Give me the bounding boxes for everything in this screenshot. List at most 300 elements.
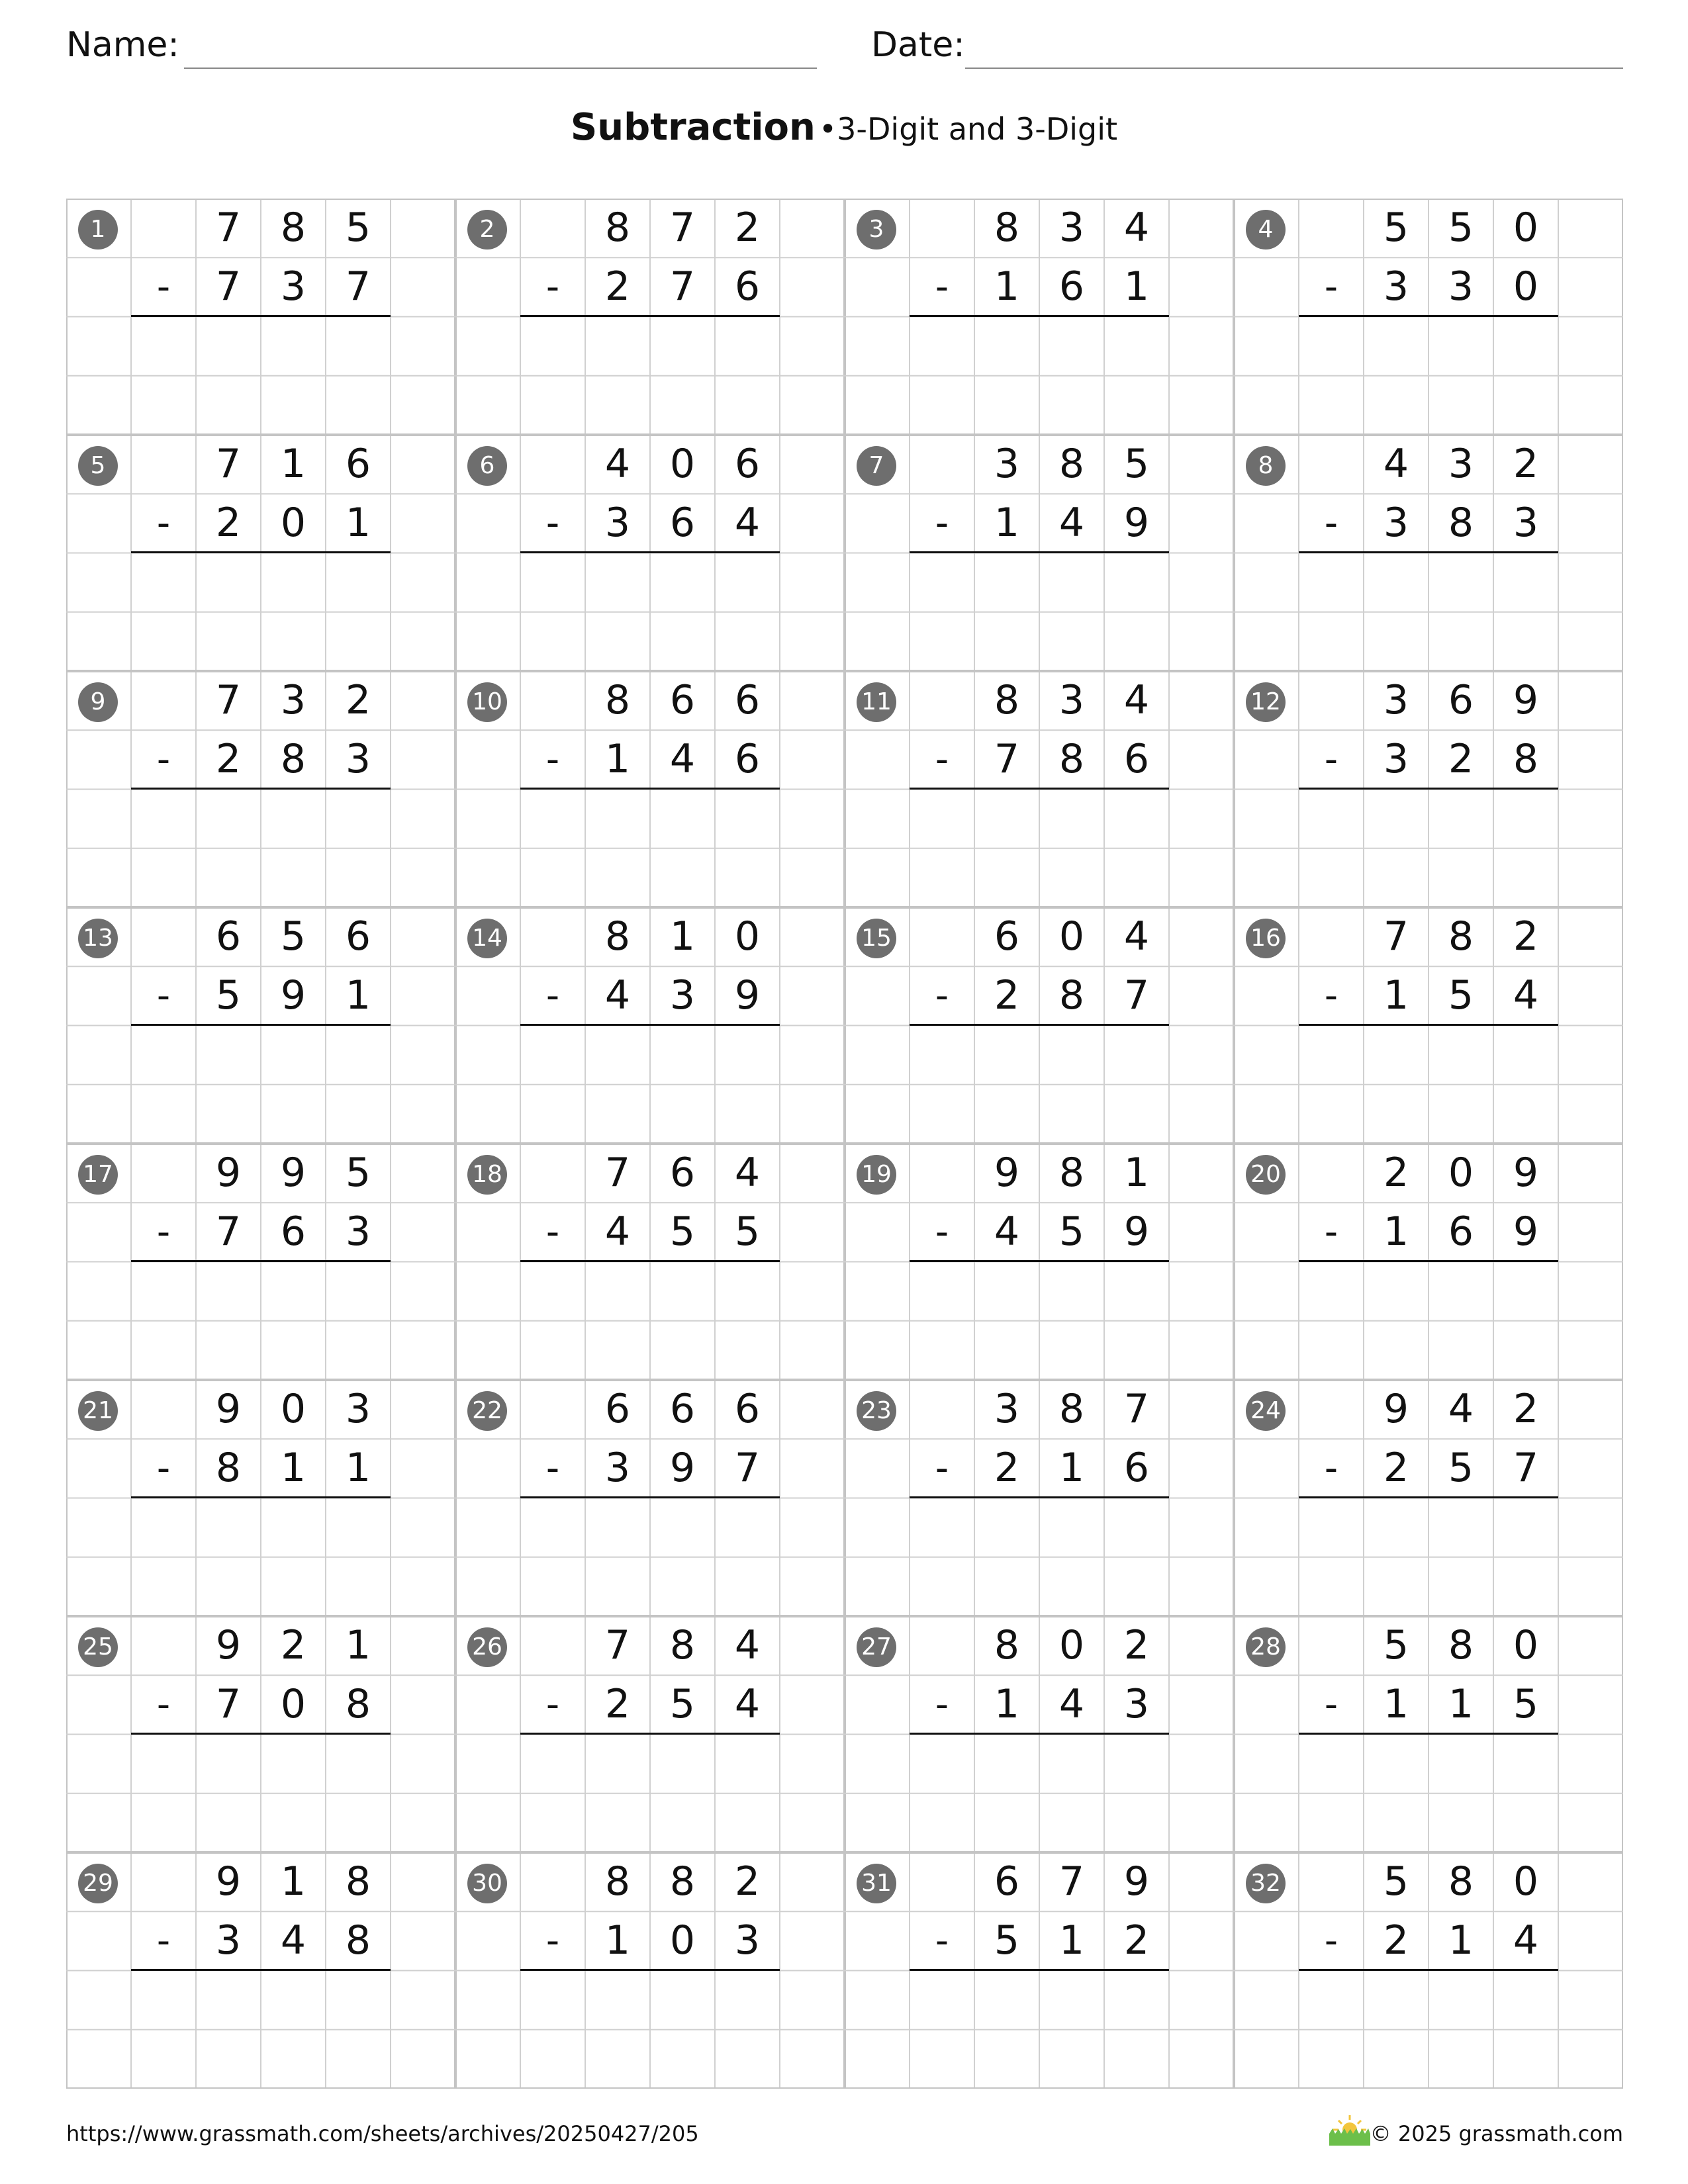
minus-sign: - — [1324, 265, 1338, 309]
minuend-digit: 2 — [1123, 1622, 1150, 1668]
problem-number-badge: 17 — [78, 1155, 118, 1195]
problem-number-badge: 21 — [78, 1391, 118, 1431]
minuend-digit: 9 — [1513, 1150, 1539, 1196]
grass-sun-logo-icon — [1329, 2113, 1370, 2146]
subtrahend-digit: 2 — [1383, 1445, 1409, 1492]
subtrahend-digit: 6 — [734, 736, 761, 783]
minuend-digit: 3 — [345, 1386, 371, 1432]
minuend-digit: 3 — [1383, 677, 1409, 723]
subtrahend-digit: 9 — [734, 972, 761, 1019]
problem-number-badge: 1 — [78, 210, 118, 250]
problem-block — [66, 199, 455, 435]
minuend-digit: 4 — [1383, 441, 1409, 487]
subtrahend-digit: 4 — [280, 1917, 306, 1964]
subtrahend-digit: 9 — [669, 1445, 696, 1492]
minuend-digit: 5 — [1448, 205, 1474, 251]
minus-sign: - — [545, 502, 560, 545]
minuend-digit: 6 — [994, 913, 1020, 960]
subtrahend-digit: 4 — [604, 1208, 631, 1255]
minuend-digit: 9 — [1123, 1858, 1150, 1905]
minuend-digit: 6 — [1448, 677, 1474, 723]
subtrahend-digit: 0 — [280, 1681, 306, 1728]
problem-number-badge: 29 — [78, 1864, 118, 1903]
problem-block — [1234, 671, 1623, 907]
minuend-digit: 0 — [1513, 1858, 1539, 1905]
minuend-digit: 9 — [994, 1150, 1020, 1196]
minuend-digit: 6 — [669, 1150, 696, 1196]
answer-area[interactable] — [520, 1026, 780, 1142]
date-label: Date: — [871, 25, 965, 65]
subtrahend-digit: 8 — [280, 736, 306, 783]
minuend-digit: 4 — [734, 1622, 761, 1668]
minuend-digit: 7 — [215, 441, 242, 487]
minuend-digit: 5 — [1123, 441, 1150, 487]
problem-block — [455, 435, 845, 671]
subtrahend-digit: 1 — [1448, 1681, 1474, 1728]
answer-area[interactable] — [520, 1262, 780, 1378]
subtrahend-digit: 5 — [669, 1681, 696, 1728]
problem-block — [455, 1144, 845, 1380]
minuend-digit: 7 — [215, 677, 242, 723]
problem-number-badge: 32 — [1246, 1864, 1286, 1903]
problem-number-badge: 28 — [1246, 1627, 1286, 1667]
answer-area[interactable] — [910, 1498, 1169, 1614]
minuend-digit: 1 — [345, 1622, 371, 1668]
minus-sign: - — [1324, 502, 1338, 545]
minuend-digit: 9 — [215, 1150, 242, 1196]
problem-number-badge: 5 — [78, 446, 118, 486]
minuend-digit: 2 — [734, 205, 761, 251]
minus-sign: - — [545, 1919, 560, 1963]
subtrahend-digit: 8 — [1513, 736, 1539, 783]
minuend-digit: 4 — [734, 1150, 761, 1196]
minuend-digit: 3 — [1058, 205, 1085, 251]
minuend-digit: 8 — [994, 205, 1020, 251]
minuend-digit: 6 — [345, 913, 371, 960]
subtrahend-digit: 4 — [1058, 500, 1085, 547]
problem-block — [455, 1616, 845, 1852]
subtrahend-digit: 6 — [669, 500, 696, 547]
minuend-digit: 6 — [734, 1386, 761, 1432]
minuend-digit: 5 — [345, 1150, 371, 1196]
subtrahend-digit: 5 — [1448, 1445, 1474, 1492]
subtrahend-digit: 1 — [1383, 972, 1409, 1019]
title-bullet: • — [818, 111, 837, 147]
answer-area[interactable] — [520, 790, 780, 905]
subtrahend-digit: 9 — [1513, 1208, 1539, 1255]
problem-block — [845, 1380, 1234, 1616]
subtrahend-digit: 8 — [1448, 500, 1474, 547]
answer-area[interactable] — [1299, 1971, 1558, 2087]
answer-area[interactable] — [910, 317, 1169, 433]
subtrahend-digit: 5 — [1448, 972, 1474, 1019]
minuend-digit: 9 — [1513, 677, 1539, 723]
subtrahend-digit: 1 — [1448, 1917, 1474, 1964]
minuend-digit: 0 — [1448, 1150, 1474, 1196]
answer-area[interactable] — [910, 790, 1169, 905]
minus-sign: - — [545, 1447, 560, 1490]
subtrahend-digit: 3 — [1123, 1681, 1150, 1728]
problem-block — [845, 671, 1234, 907]
subtrahend-digit: 5 — [994, 1917, 1020, 1964]
minus-sign: - — [545, 974, 560, 1018]
footer-copyright: © 2025 grassmath.com — [1370, 2121, 1623, 2146]
minuend-digit: 8 — [994, 1622, 1020, 1668]
subtrahend-digit: 6 — [1448, 1208, 1474, 1255]
problem-number-badge: 25 — [78, 1627, 118, 1667]
subtrahend-digit: 6 — [734, 263, 761, 310]
subtrahend-digit: 8 — [215, 1445, 242, 1492]
subtrahend-digit: 7 — [345, 263, 371, 310]
subtrahend-digit: 7 — [994, 736, 1020, 783]
problem-block — [66, 1852, 455, 2089]
problem-block — [66, 907, 455, 1144]
minuend-digit: 9 — [1383, 1386, 1409, 1432]
problem-number-badge: 20 — [1246, 1155, 1286, 1195]
subtrahend-digit: 3 — [669, 972, 696, 1019]
minus-sign: - — [935, 265, 949, 309]
problem-number-badge: 23 — [857, 1391, 896, 1431]
problem-number-badge: 15 — [857, 919, 896, 958]
minuend-digit: 6 — [994, 1858, 1020, 1905]
subtrahend-digit: 4 — [1513, 972, 1539, 1019]
subtrahend-digit: 9 — [1123, 500, 1150, 547]
answer-area[interactable] — [131, 1262, 391, 1378]
minus-sign: - — [935, 1447, 949, 1490]
subtrahend-digit: 2 — [1123, 1917, 1150, 1964]
minus-sign: - — [156, 1919, 171, 1963]
minuend-digit: 5 — [1383, 205, 1409, 251]
subtrahend-digit: 4 — [604, 972, 631, 1019]
answer-area[interactable] — [910, 1971, 1169, 2087]
minuend-digit: 7 — [1123, 1386, 1150, 1432]
subtrahend-digit: 4 — [1513, 1917, 1539, 1964]
problem-number-badge: 6 — [467, 446, 507, 486]
minuend-digit: 3 — [280, 677, 306, 723]
minus-sign: - — [545, 1683, 560, 1727]
minuend-digit: 4 — [1123, 677, 1150, 723]
answer-area[interactable] — [131, 1498, 391, 1614]
problem-block — [845, 435, 1234, 671]
problem-block — [1234, 1380, 1623, 1616]
minus-sign: - — [545, 265, 560, 309]
problem-number-badge: 26 — [467, 1627, 507, 1667]
minus-sign: - — [1324, 1919, 1338, 1963]
subtrahend-digit: 6 — [1058, 263, 1085, 310]
problem-number-badge: 4 — [1246, 210, 1286, 250]
subtrahend-digit: 3 — [1513, 500, 1539, 547]
answer-area[interactable] — [910, 1026, 1169, 1142]
answer-area[interactable] — [131, 1735, 391, 1850]
minus-sign: - — [1324, 738, 1338, 782]
problem-block — [1234, 907, 1623, 1144]
answer-area[interactable] — [1299, 1262, 1558, 1378]
minuend-digit: 8 — [1058, 1386, 1085, 1432]
problem-block — [1234, 1144, 1623, 1380]
subtrahend-digit: 3 — [604, 500, 631, 547]
problem-block — [455, 1852, 845, 2089]
minuend-digit: 9 — [215, 1386, 242, 1432]
subtrahend-digit: 1 — [994, 263, 1020, 310]
minuend-digit: 1 — [280, 441, 306, 487]
subtrahend-digit: 3 — [280, 263, 306, 310]
subtrahend-digit: 5 — [1513, 1681, 1539, 1728]
minuend-digit: 6 — [734, 441, 761, 487]
answer-area[interactable] — [1299, 1026, 1558, 1142]
page-title — [0, 106, 1688, 149]
answer-area[interactable] — [1299, 553, 1558, 669]
answer-area[interactable] — [131, 790, 391, 905]
minuend-digit: 1 — [1123, 1150, 1150, 1196]
minuend-digit: 8 — [604, 1858, 631, 1905]
problem-number-badge: 11 — [857, 682, 896, 722]
subtrahend-digit: 1 — [280, 1445, 306, 1492]
problem-number-badge: 19 — [857, 1155, 896, 1195]
minuend-digit: 5 — [345, 205, 371, 251]
minuend-digit: 4 — [1123, 913, 1150, 960]
answer-area[interactable] — [520, 1971, 780, 2087]
minuend-digit: 8 — [604, 205, 631, 251]
answer-area[interactable] — [131, 553, 391, 669]
problem-number-badge: 9 — [78, 682, 118, 722]
minuend-digit: 7 — [1383, 913, 1409, 960]
subtrahend-digit: 0 — [280, 500, 306, 547]
minus-sign: - — [156, 502, 171, 545]
problem-number-badge: 10 — [467, 682, 507, 722]
problem-block — [66, 1616, 455, 1852]
problem-block — [1234, 199, 1623, 435]
problem-block — [66, 435, 455, 671]
subtrahend-digit: 6 — [1123, 1445, 1150, 1492]
answer-area[interactable] — [520, 553, 780, 669]
problem-number-badge: 13 — [78, 919, 118, 958]
problem-number-badge: 12 — [1246, 682, 1286, 722]
problem-block — [66, 671, 455, 907]
problem-number-badge: 24 — [1246, 1391, 1286, 1431]
minuend-digit: 8 — [1448, 913, 1474, 960]
minuend-digit: 4 — [1123, 205, 1150, 251]
subtrahend-digit: 3 — [1383, 500, 1409, 547]
subtrahend-digit: 3 — [215, 1917, 242, 1964]
minuend-digit: 9 — [215, 1858, 242, 1905]
answer-area[interactable] — [520, 1498, 780, 1614]
minuend-digit: 0 — [1058, 913, 1085, 960]
subtrahend-digit: 7 — [669, 263, 696, 310]
minus-sign: - — [1324, 1683, 1338, 1727]
subtrahend-digit: 1 — [994, 1681, 1020, 1728]
name-line[interactable] — [184, 68, 817, 69]
subtrahend-digit: 7 — [1123, 972, 1150, 1019]
answer-area[interactable] — [131, 1971, 391, 2087]
minus-sign: - — [935, 502, 949, 545]
subtrahend-digit: 7 — [215, 1208, 242, 1255]
minuend-digit: 6 — [734, 677, 761, 723]
footer-url[interactable]: https://www.grassmath.com/sheets/archives/20250427/205 — [66, 2121, 699, 2146]
subtrahend-digit: 6 — [1123, 736, 1150, 783]
minuend-digit: 8 — [1448, 1858, 1474, 1905]
subtrahend-digit: 2 — [215, 500, 242, 547]
subtrahend-digit: 4 — [1058, 1681, 1085, 1728]
problem-block — [455, 671, 845, 907]
title-main: Subtraction — [570, 106, 816, 149]
subtrahend-digit: 1 — [345, 500, 371, 547]
subtrahend-digit: 4 — [734, 500, 761, 547]
minuend-digit: 0 — [1058, 1622, 1085, 1668]
name-label: Name: — [66, 25, 179, 65]
subtrahend-digit: 2 — [994, 972, 1020, 1019]
subtrahend-digit: 0 — [1513, 263, 1539, 310]
problem-block — [66, 1380, 455, 1616]
subtrahend-digit: 5 — [1058, 1208, 1085, 1255]
subtrahend-digit: 3 — [1383, 263, 1409, 310]
minuend-digit: 1 — [669, 913, 696, 960]
problem-number-badge: 16 — [1246, 919, 1286, 958]
problem-block — [845, 1144, 1234, 1380]
answer-area[interactable] — [1299, 1735, 1558, 1850]
problem-number-badge: 14 — [467, 919, 507, 958]
minus-sign: - — [935, 738, 949, 782]
answer-area[interactable] — [520, 1735, 780, 1850]
minuend-digit: 7 — [604, 1150, 631, 1196]
subtrahend-digit: 9 — [1123, 1208, 1150, 1255]
subtrahend-digit: 8 — [1058, 736, 1085, 783]
subtrahend-digit: 5 — [669, 1208, 696, 1255]
minuend-digit: 6 — [669, 677, 696, 723]
subtrahend-digit: 2 — [1383, 1917, 1409, 1964]
subtrahend-digit: 4 — [994, 1208, 1020, 1255]
subtrahend-digit: 0 — [669, 1917, 696, 1964]
answer-area[interactable] — [131, 317, 391, 433]
minus-sign: - — [1324, 1447, 1338, 1490]
minuend-digit: 2 — [1513, 1386, 1539, 1432]
subtrahend-digit: 7 — [215, 1681, 242, 1728]
minuend-digit: 7 — [1058, 1858, 1085, 1905]
problem-number-badge: 7 — [857, 446, 896, 486]
minuend-digit: 3 — [994, 441, 1020, 487]
problem-block — [1234, 1852, 1623, 2089]
subtrahend-digit: 7 — [215, 263, 242, 310]
subtrahend-digit: 2 — [1448, 736, 1474, 783]
answer-area[interactable] — [520, 317, 780, 433]
minuend-digit: 8 — [604, 677, 631, 723]
subtrahend-digit: 1 — [345, 1445, 371, 1492]
subtrahend-digit: 3 — [1448, 263, 1474, 310]
subtrahend-digit: 1 — [1058, 1917, 1085, 1964]
minuend-digit: 9 — [280, 1150, 306, 1196]
minus-sign: - — [156, 974, 171, 1018]
problem-block — [455, 1380, 845, 1616]
problem-block — [845, 199, 1234, 435]
minuend-digit: 8 — [1058, 1150, 1085, 1196]
answer-area[interactable] — [1299, 790, 1558, 905]
problem-number-badge: 18 — [467, 1155, 507, 1195]
subtrahend-digit: 8 — [1058, 972, 1085, 1019]
minuend-digit: 4 — [1448, 1386, 1474, 1432]
subtrahend-digit: 8 — [345, 1681, 371, 1728]
minuend-digit: 8 — [345, 1858, 371, 1905]
minuend-digit: 9 — [215, 1622, 242, 1668]
subtrahend-digit: 1 — [1383, 1681, 1409, 1728]
problem-block — [455, 907, 845, 1144]
minuend-digit: 2 — [734, 1858, 761, 1905]
minuend-digit: 0 — [669, 441, 696, 487]
subtrahend-digit: 3 — [345, 1208, 371, 1255]
answer-area[interactable] — [1299, 317, 1558, 433]
problem-block — [845, 1616, 1234, 1852]
minuend-digit: 3 — [1448, 441, 1474, 487]
subtrahend-digit: 2 — [215, 736, 242, 783]
minuend-digit: 6 — [669, 1386, 696, 1432]
subtrahend-digit: 1 — [345, 972, 371, 1019]
subtrahend-digit: 8 — [345, 1917, 371, 1964]
subtrahend-digit: 1 — [1383, 1208, 1409, 1255]
subtrahend-digit: 2 — [604, 263, 631, 310]
subtrahend-digit: 5 — [734, 1208, 761, 1255]
minuend-digit: 5 — [280, 913, 306, 960]
problem-block — [845, 907, 1234, 1144]
answer-area[interactable] — [910, 1262, 1169, 1378]
subtrahend-digit: 1 — [994, 500, 1020, 547]
problem-block — [455, 199, 845, 435]
minus-sign: - — [1324, 974, 1338, 1018]
minuend-digit: 8 — [669, 1622, 696, 1668]
answer-area[interactable] — [910, 1735, 1169, 1850]
minuend-digit: 8 — [669, 1858, 696, 1905]
minuend-digit: 5 — [1383, 1622, 1409, 1668]
minus-sign: - — [156, 1447, 171, 1490]
date-line[interactable] — [965, 68, 1623, 69]
subtrahend-digit: 3 — [734, 1917, 761, 1964]
minuend-digit: 2 — [1513, 913, 1539, 960]
minuend-digit: 3 — [994, 1386, 1020, 1432]
answer-area[interactable] — [131, 1026, 391, 1142]
problem-number-badge: 22 — [467, 1391, 507, 1431]
minuend-digit: 8 — [604, 913, 631, 960]
minus-sign: - — [935, 1683, 949, 1727]
subtrahend-digit: 9 — [280, 972, 306, 1019]
minuend-digit: 0 — [1513, 205, 1539, 251]
minus-sign: - — [156, 265, 171, 309]
problem-number-badge: 30 — [467, 1864, 507, 1903]
problem-block — [845, 1852, 1234, 2089]
minus-sign: - — [935, 1919, 949, 1963]
minuend-digit: 2 — [280, 1622, 306, 1668]
subtrahend-digit: 5 — [215, 972, 242, 1019]
minuend-digit: 2 — [1513, 441, 1539, 487]
subtrahend-digit: 3 — [604, 1445, 631, 1492]
subtrahend-digit: 1 — [604, 736, 631, 783]
minus-sign: - — [156, 1683, 171, 1727]
subtrahend-digit: 2 — [604, 1681, 631, 1728]
minuend-digit: 1 — [280, 1858, 306, 1905]
subtrahend-digit: 7 — [1513, 1445, 1539, 1492]
minuend-digit: 7 — [669, 205, 696, 251]
minuend-digit: 5 — [1383, 1858, 1409, 1905]
minus-sign: - — [156, 1210, 171, 1254]
problem-number-badge: 8 — [1246, 446, 1286, 486]
problem-block — [66, 1144, 455, 1380]
minus-sign: - — [156, 738, 171, 782]
minuend-digit: 6 — [345, 441, 371, 487]
minuend-digit: 0 — [280, 1386, 306, 1432]
minuend-digit: 8 — [994, 677, 1020, 723]
answer-area[interactable] — [910, 553, 1169, 669]
problem-block — [1234, 435, 1623, 671]
answer-area[interactable] — [1299, 1498, 1558, 1614]
minus-sign: - — [935, 1210, 949, 1254]
problem-block — [1234, 1616, 1623, 1852]
minuend-digit: 7 — [604, 1622, 631, 1668]
